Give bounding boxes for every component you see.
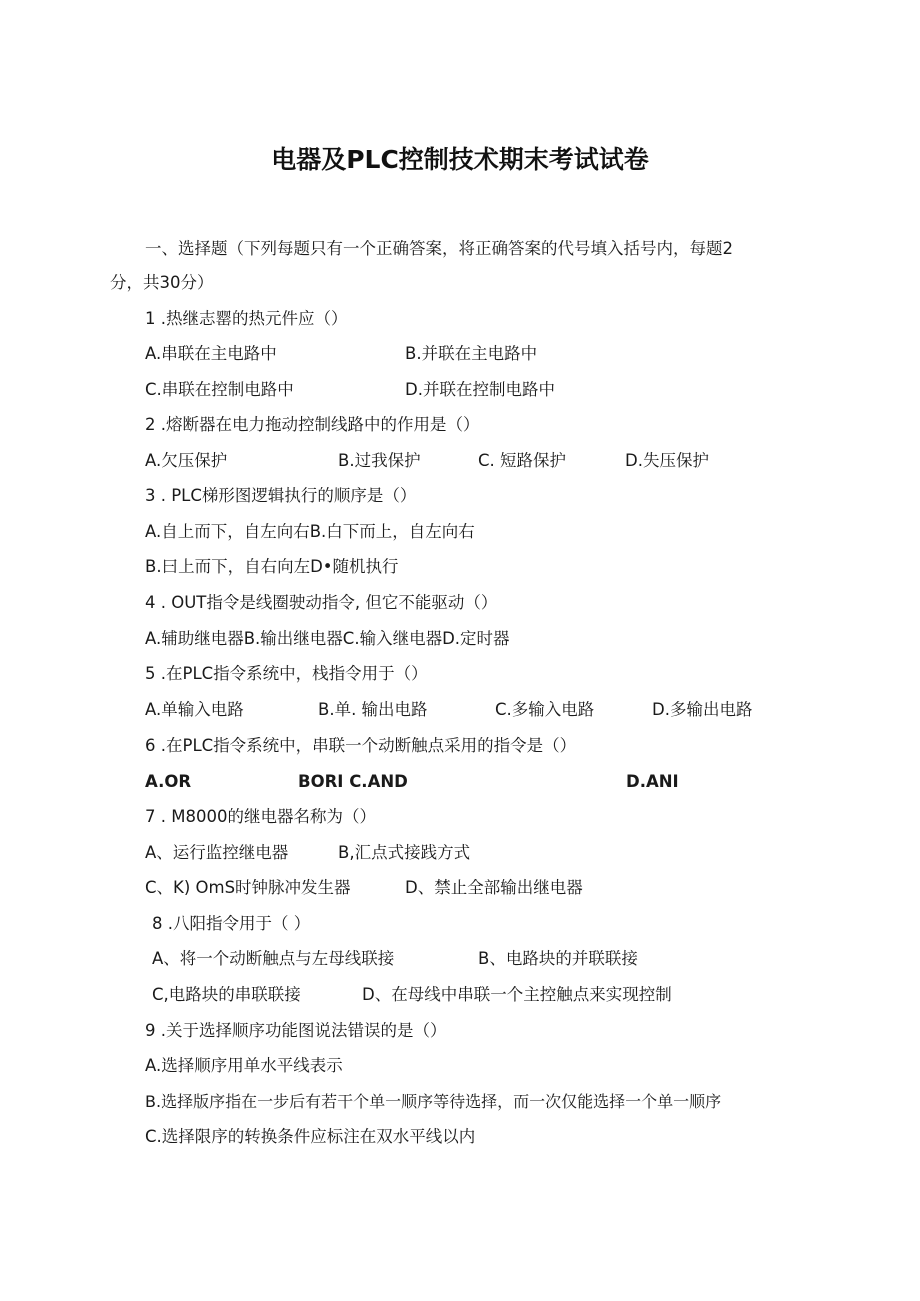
q2-option-a: A.欠压保护	[145, 451, 228, 470]
q2-option-c: C. 短路保护	[478, 451, 567, 470]
q7-option-d: D、禁止全部输出继电器	[405, 878, 583, 897]
q3-stem: 3 . PLC梯形图逻辑执行的顺序是（）	[145, 486, 417, 505]
q2-option-b: B.过我保护	[338, 451, 421, 470]
q9-option-c: C.选择限序的转换条件应标注在双水平线以内	[145, 1127, 476, 1146]
section-heading-line1: 一、选择题（下列每题只有一个正确答案，将正确答案的代号填入括号内，每题2	[145, 239, 733, 258]
q8-option-c: C,电路块的串联联接	[152, 985, 301, 1004]
q8-stem: 8 .八阳指令用于（ ）	[152, 914, 311, 933]
q8-option-d: D、在母线中串联一个主控触点来实现控制	[362, 985, 672, 1004]
q6-option-d: D.ANI	[626, 772, 679, 791]
q3-options-cd: B.曰上而下，自右向左D•随机执行	[145, 557, 399, 576]
q7-option-b: B,汇点式接践方式	[338, 843, 471, 862]
q6-option-bc: BORI C.AND	[298, 772, 408, 791]
q6-option-a: A.OR	[145, 772, 192, 791]
q1-option-c: C.串联在控制电路中	[145, 380, 294, 399]
q4-stem: 4 . OUT指令是线圈驶动指令, 但它不能驱动（）	[145, 593, 498, 612]
q1-option-d: D.并联在控制电路中	[405, 380, 555, 399]
q5-option-d: D.多输出电路	[652, 700, 753, 719]
q8-option-b: B、电路块的并联联接	[478, 949, 638, 968]
q8-option-a: A、将一个动断触点与左母线联接	[152, 949, 395, 968]
q9-option-b: B.选择版序指在一步后有若干个单一顺序等待选择，而一次仅能选择一个单一顺序	[145, 1092, 722, 1111]
q3-options-ab: A.自上而下，自左向右B.白下而上，自左向右	[145, 522, 475, 541]
q4-options: A.辅助继电器B.输出继电器C.输入继电器D.定时器	[145, 629, 510, 648]
q6-stem: 6 .在PLC指令系统中，串联一个动断触点采用的指令是（）	[145, 736, 577, 755]
q7-stem: 7 . M8000的继电器名称为（）	[145, 807, 376, 826]
q7-option-a: A、运行监控继电器	[145, 843, 289, 862]
q1-option-b: B.并联在主电路中	[405, 344, 538, 363]
q9-option-a: A.选择顺序用单水平线表示	[145, 1056, 343, 1075]
page-title: 电器及PLC控制技术期末考试试卷	[271, 145, 649, 174]
q5-option-b: B.单. 输出电路	[318, 700, 428, 719]
q5-stem: 5 .在PLC指令系统中，栈指令用于（）	[145, 664, 428, 683]
q1-stem: 1 .热继志罂的热元件应（）	[145, 309, 348, 328]
q2-option-d: D.失压保护	[625, 451, 709, 470]
section-heading-line2: 分，共30分）	[110, 273, 214, 292]
q5-option-a: A.单输入电路	[145, 700, 244, 719]
q9-stem: 9 .关于选择顺序功能图说法错误的是（）	[145, 1021, 447, 1040]
q1-option-a: A.串联在主电路中	[145, 344, 277, 363]
q2-stem: 2 .熔断器在电力拖动控制线路中的作用是（）	[145, 415, 480, 434]
q7-option-c: C、K) OmS时钟脉冲发生器	[145, 878, 351, 897]
q5-option-c: C.多输入电路	[495, 700, 595, 719]
